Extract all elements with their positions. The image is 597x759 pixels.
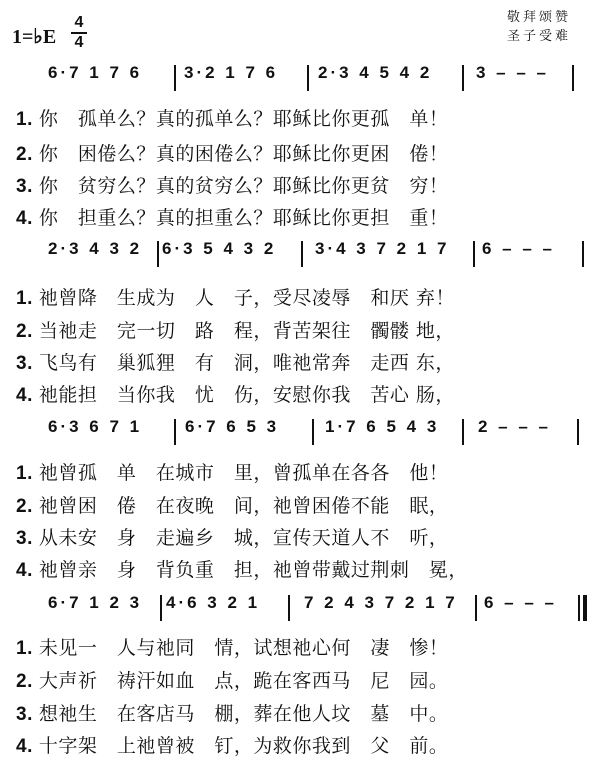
lyric-line	[16, 731, 448, 759]
measure: 4·6 3 2 1	[166, 593, 261, 612]
verse-number: 4.	[16, 736, 33, 757]
lyric-text: 祂曾亲 身 背负重 担，祂曾带戴过荆刺 冕，	[38, 559, 468, 581]
verse-number: 2.	[16, 496, 33, 517]
barline	[475, 595, 477, 621]
lyric-text: 你 贫穷么？真的贫穷么？耶稣比你更贫 穷！	[38, 175, 449, 197]
barline	[577, 419, 579, 445]
verse-number: 1.	[16, 288, 33, 309]
barline	[157, 241, 159, 267]
verse-number: 3.	[16, 176, 33, 197]
measure: 6·3 5 4 3 2	[162, 239, 277, 258]
barline	[174, 65, 176, 91]
measure: 6 – – –	[484, 593, 557, 612]
lyric-line	[16, 171, 448, 199]
lyric-text: 飞鸟有 巢狐狸 有 洞，唯祂常奔 走西 东，	[38, 352, 455, 374]
lyric-line	[16, 666, 448, 694]
meter-top: 4	[74, 14, 84, 31]
barline	[174, 419, 176, 445]
hymn-subcategory: 圣子受难	[506, 29, 571, 44]
verse-number: 1.	[16, 463, 33, 484]
barline	[582, 241, 584, 267]
verse-number: 3.	[16, 353, 33, 374]
measure: 7 2 4 3 7 2 1 7	[304, 593, 458, 612]
barline	[462, 65, 464, 91]
meter-bottom: 4	[74, 34, 84, 51]
barline	[160, 595, 162, 621]
lyric-text: 你 孤单么？真的孤单么？耶稣比你更孤 单！	[38, 108, 449, 130]
lyric-line	[16, 555, 468, 583]
notation-line-2	[10, 239, 590, 269]
verse-number: 2.	[16, 321, 33, 342]
lyric-line	[16, 633, 448, 661]
barline	[572, 65, 574, 91]
barline	[307, 65, 309, 91]
final-barline-thick	[583, 595, 587, 621]
barline	[301, 241, 303, 267]
lyric-line	[16, 104, 448, 132]
measure: 3·2 1 7 6	[184, 63, 279, 82]
lyric-line	[16, 523, 448, 551]
verse-number: 1.	[16, 109, 33, 130]
verse-number: 3.	[16, 704, 33, 725]
measure: 1·7 6 5 4 3	[325, 417, 440, 436]
measure: 3·4 3 7 2 1 7	[315, 239, 450, 258]
measure: 6·7 1 2 3	[48, 593, 143, 612]
lyric-text: 当祂走 完一切 路 程，背苦架往 髑髅 地，	[38, 320, 455, 342]
lyric-line	[16, 139, 448, 167]
hymn-category: 敬拜颂赞	[506, 10, 571, 25]
lyric-line	[16, 491, 448, 519]
lyric-line	[16, 203, 448, 231]
measure: 6 – – –	[482, 239, 555, 258]
lyric-text: 祂曾孤 单 在城市 里，曾孤单在各各 他！	[38, 462, 449, 484]
measure: 3 – – –	[476, 63, 549, 82]
lyric-line	[16, 699, 448, 727]
notation-line-4	[10, 593, 590, 623]
lyric-text: 你 担重么？真的担重么？耶稣比你更担 重！	[38, 207, 449, 229]
notation-line-3	[10, 417, 590, 447]
time-signature	[70, 14, 88, 52]
verse-number: 3.	[16, 528, 33, 549]
lyric-text: 大声祈 祷汗如血 点，跪在客西马 尼 园。	[38, 670, 449, 692]
lyric-text: 十字架 上祂曾被 钉，为救你我到 父 前。	[38, 735, 449, 757]
lyric-text: 祂曾困 倦 在夜晚 间，祂曾困倦不能 眠，	[38, 495, 449, 517]
barline	[312, 419, 314, 445]
lyric-line	[16, 283, 455, 311]
lyric-line	[16, 380, 455, 408]
key-signature: 1=♭E	[12, 26, 57, 48]
lyric-text: 你 困倦么？真的困倦么？耶稣比你更困 倦！	[38, 143, 449, 165]
verse-number: 2.	[16, 671, 33, 692]
verse-number: 4.	[16, 385, 33, 406]
lyric-text: 想祂生 在客店马 棚，葬在他人坟 墓 中。	[38, 703, 449, 725]
measure: 6·7 6 5 3	[185, 417, 280, 436]
lyric-line	[16, 316, 455, 344]
lyric-text: 从未安 身 走遍乡 城，宣传天道人不 听，	[38, 527, 449, 549]
verse-number: 1.	[16, 638, 33, 659]
barline	[288, 595, 290, 621]
notation-line-1	[10, 63, 590, 93]
measure: 6·7 1 7 6	[48, 63, 143, 82]
lyric-line	[16, 348, 455, 376]
measure: 2·3 4 3 2	[48, 239, 143, 258]
barline	[473, 241, 475, 267]
measure: 6·3 6 7 1	[48, 417, 143, 436]
lyric-text: 祂能担 当你我 忧 伤，安慰你我 苦心 肠，	[38, 384, 455, 406]
verse-number: 2.	[16, 144, 33, 165]
measure: 2·3 4 5 4 2	[318, 63, 433, 82]
lyric-text: 未见一 人与祂同 情，试想祂心何 凄 惨！	[38, 637, 449, 659]
final-barline-thin	[578, 595, 580, 621]
verse-number: 4.	[16, 560, 33, 581]
lyric-line	[16, 458, 448, 486]
barline	[462, 419, 464, 445]
verse-number: 4.	[16, 208, 33, 229]
measure: 2 – – –	[478, 417, 551, 436]
lyric-text: 祂曾降 生成为 人 子，受尽凌辱 和厌 弃！	[38, 287, 455, 309]
